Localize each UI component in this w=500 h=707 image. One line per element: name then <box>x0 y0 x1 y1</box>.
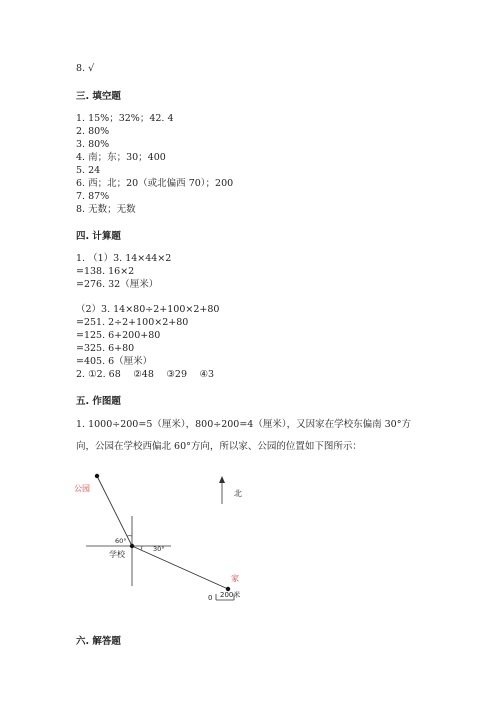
school-label: 学校 <box>109 550 125 559</box>
calc-line-8: =405. 6（厘米） <box>76 356 153 367</box>
angle-30-arc <box>141 546 142 550</box>
answer-8: 8. √ <box>76 63 95 74</box>
calc-line-5: =251. 2÷2+100×2+80 <box>76 317 189 328</box>
school-to-home-line <box>132 546 228 589</box>
school-to-park-line <box>97 476 132 546</box>
location-diagram-svg <box>76 470 256 605</box>
home-label: 家 <box>231 574 239 583</box>
angle-60-label: 60° <box>115 537 127 545</box>
school-point <box>130 544 134 548</box>
scale-zero-label: 0 <box>208 594 213 602</box>
fill-answer-5: 5. 24 <box>76 165 101 176</box>
fill-answer-4: 4. 南；东；30；400 <box>76 152 166 163</box>
calc-line-7: =325. 6+80 <box>76 343 135 354</box>
calc-line-4: （2）3. 14×80÷2+100×2+80 <box>76 304 220 315</box>
fill-answer-1: 1. 15%；32%；42. 4 <box>76 113 174 124</box>
calc-line-3: =276. 32（厘米） <box>76 279 159 290</box>
north-label: 北 <box>234 489 242 498</box>
location-diagram <box>76 470 256 605</box>
drawing-explanation-2: 向，公园在学校西偏北 60°方向，所以家、公园的位置如下图所示： <box>76 441 362 452</box>
fill-answer-3: 3. 80% <box>76 139 110 150</box>
scale-unit-label: 200米 <box>220 591 241 599</box>
section-6-title: 六. 解答题 <box>76 636 121 647</box>
park-label: 公园 <box>74 484 90 493</box>
drawing-explanation-1: 1. 1000÷200=5（厘米），800÷200=4（厘米），又因家在学校东偏南 30°方 <box>76 419 411 430</box>
park-point <box>95 474 99 478</box>
fill-answer-6: 6. 西；北；20（或北偏西 70）；200 <box>76 178 234 189</box>
angle-30-label: 30° <box>153 545 165 553</box>
calc-line-1: 1. （1）3. 14×44×2 <box>76 253 172 264</box>
fill-answer-8: 8. 无数；无数 <box>76 204 136 215</box>
fill-answer-7: 7. 87% <box>76 191 110 202</box>
section-5-title: 五. 作图题 <box>76 396 121 407</box>
fill-answer-2: 2. 80% <box>76 126 110 137</box>
calc-line-6: =125. 6+200+80 <box>76 330 161 341</box>
north-arrowhead <box>219 476 225 483</box>
calc-answer-2: 2. ①2. 68 ②48 ③29 ④3 <box>76 369 215 380</box>
section-3-title: 三. 填空题 <box>76 91 121 102</box>
section-4-title: 四. 计算题 <box>76 231 121 242</box>
calc-line-2: =138. 16×2 <box>76 266 135 277</box>
